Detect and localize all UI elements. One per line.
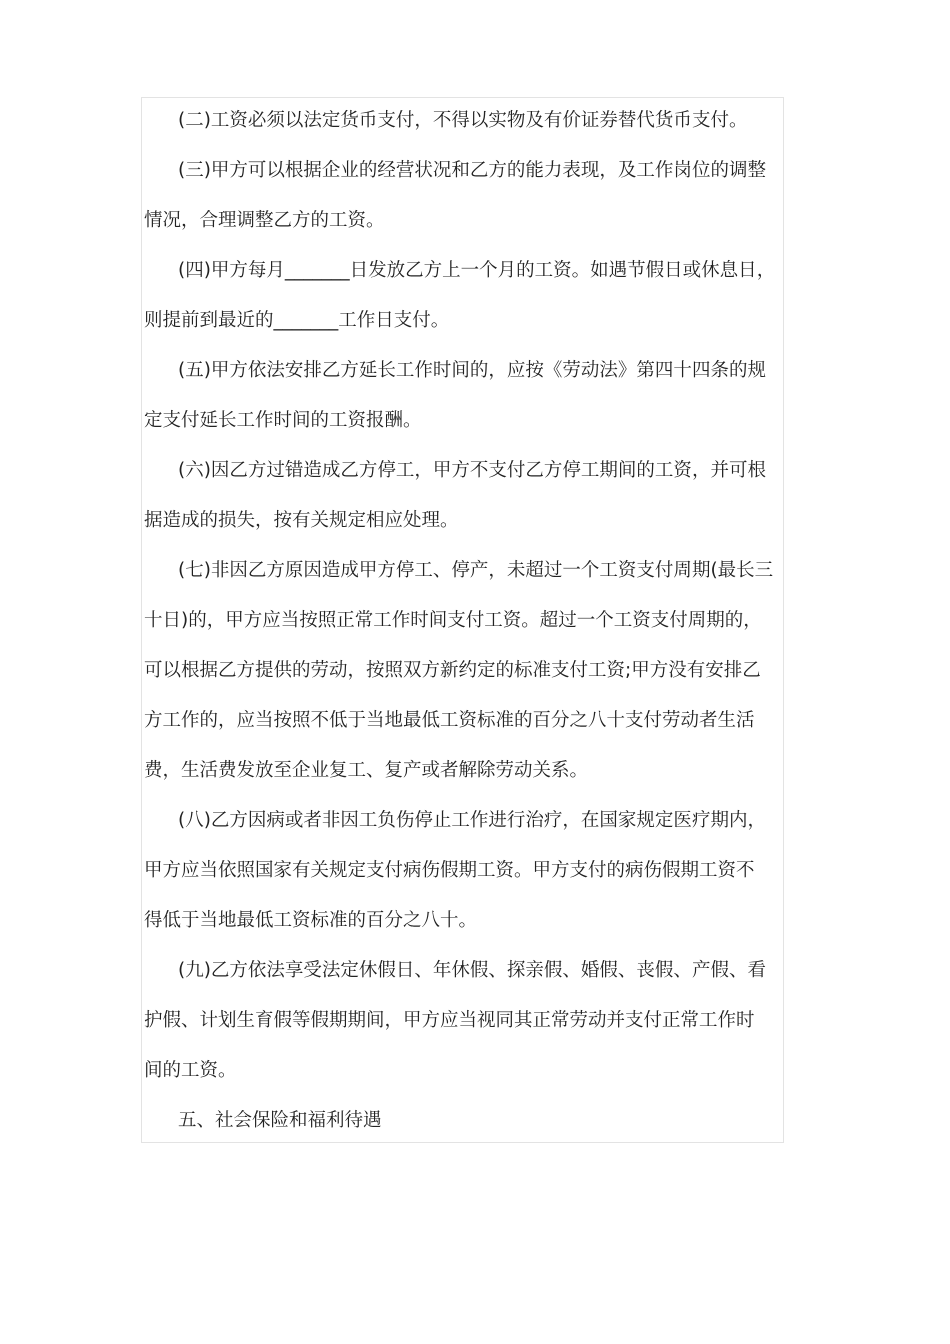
- text-line: (三)甲方可以根据企业的经营状况和乙方的能力表现，及工作岗位的调整: [178, 160, 766, 181]
- text-line: 十日)的，甲方应当按照正常工作时间支付工资。超过一个工资支付周期的，: [144, 610, 762, 631]
- text-line: 定支付延长工作时间的工资报酬。: [144, 410, 422, 431]
- text-line: 据造成的损失，按有关规定相应处理。: [144, 510, 459, 531]
- paragraph-fault-stoppage: [144, 446, 786, 546]
- text-line: (八)乙方因病或者非因工负伤停止工作进行治疗，在国家规定医疗期内，: [178, 810, 766, 831]
- text-line: 五、社会保险和福利待遇: [178, 1110, 382, 1131]
- text-line: (九)乙方依法享受法定休假日、年休假、探亲假、婚假、丧假、产假、看: [178, 960, 766, 981]
- text-line: 情况，合理调整乙方的工资。: [144, 210, 385, 231]
- text-line: 费，生活费发放至企业复工、复产或者解除劳动关系。: [144, 760, 589, 781]
- text-line: 得低于当地最低工资标准的百分之八十。: [144, 910, 478, 931]
- text-line: (五)甲方依法安排乙方延长工作时间的，应按《劳动法》第四十四条的规: [178, 360, 766, 381]
- paragraph-statutory-leave: [144, 946, 786, 1096]
- text-line: (四)甲方每月_______日发放乙方上一个月的工资。如遇节假日或休息日，: [178, 260, 776, 281]
- document-body: [144, 96, 786, 1146]
- paragraph-wage-currency: [144, 96, 786, 146]
- text-line: 则提前到最近的_______工作日支付。: [144, 310, 450, 331]
- paragraph-pay-date: [144, 246, 786, 346]
- text-line: (二)工资必须以法定货币支付，不得以实物及有价证券替代货币支付。: [178, 110, 748, 131]
- text-line: 甲方应当依照国家有关规定支付病伤假期工资。甲方支付的病伤假期工资不: [144, 860, 755, 881]
- paragraph-overtime-pay: [144, 346, 786, 446]
- text-line: 间的工资。: [144, 1060, 237, 1081]
- paragraph-wage-adjustment: [144, 146, 786, 246]
- text-line: 护假、计划生育假等假期期间，甲方应当视同其正常劳动并支付正常工作时: [144, 1010, 755, 1031]
- section-heading-social-insurance: [144, 1096, 786, 1146]
- text-line: 方工作的，应当按照不低于当地最低工资标准的百分之八十支付劳动者生活: [144, 710, 755, 731]
- text-line: (七)非因乙方原因造成甲方停工、停产，未超过一个工资支付周期(最长三: [178, 560, 774, 581]
- paragraph-employer-stoppage: [144, 546, 786, 796]
- paragraph-sick-leave: [144, 796, 786, 946]
- text-line: 可以根据乙方提供的劳动，按照双方新约定的标准支付工资;甲方没有安排乙: [144, 660, 761, 681]
- text-line: (六)因乙方过错造成乙方停工，甲方不支付乙方停工期间的工资，并可根: [178, 460, 766, 481]
